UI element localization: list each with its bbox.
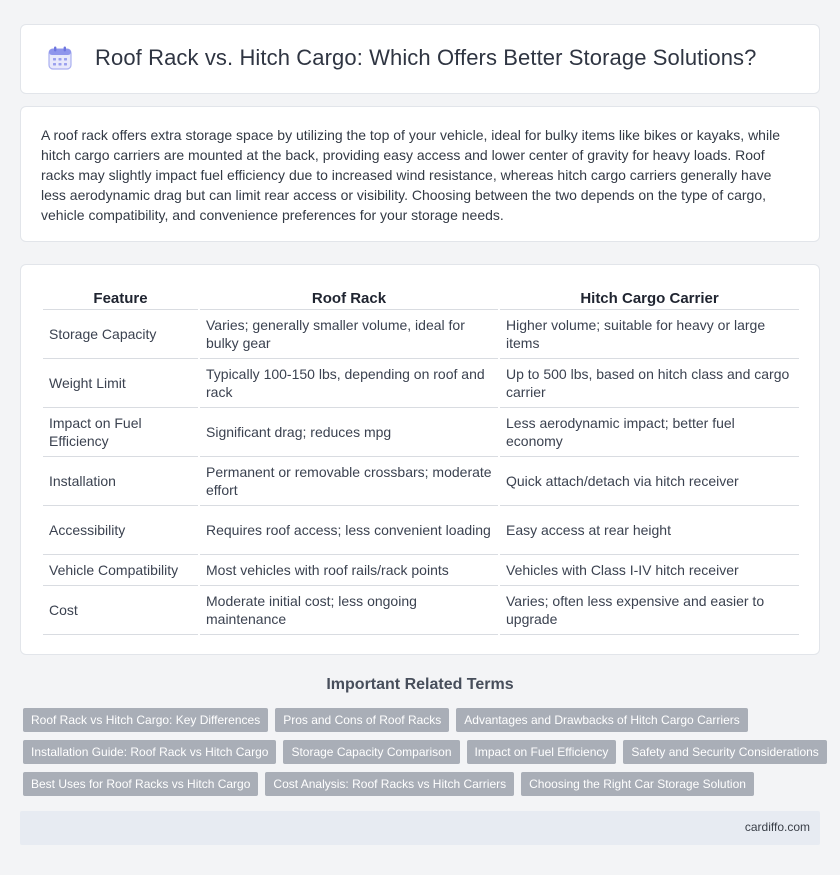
tag-row [23,772,823,796]
page-title: Roof Rack vs. Hitch Cargo: Which Offers Better Storage Solutions? [95,45,757,70]
table-cell: Higher volume; suitable for heavy or large items [500,310,799,359]
table-cell: Typically 100-150 lbs, depending on roof and rack [200,359,498,408]
table-cell: Varies; generally smaller volume, ideal for bulky gear [200,310,498,359]
column-header-feature: Feature [43,285,198,310]
related-terms-list [23,708,823,804]
table-cell: Permanent or removable crossbars; moderate effort [200,457,498,506]
header-card [20,24,820,94]
table-cell: Requires roof access; less convenient loading [200,506,498,555]
intro-card [20,106,820,242]
related-terms-heading: Important Related Terms [326,676,514,693]
table-cell: Installation [43,457,198,506]
table-row [43,359,799,408]
table-row [43,408,799,457]
related-term-link[interactable]: Pros and Cons of Roof Racks [275,708,449,732]
footer-site-link[interactable]: cardiffo.com [744,820,810,834]
related-term-link[interactable]: Safety and Security Considerations [623,740,826,764]
table-cell: Vehicles with Class I-IV hitch receiver [500,555,799,586]
related-term-link[interactable]: Roof Rack vs Hitch Cargo: Key Differences [23,708,268,732]
related-term-link[interactable]: Impact on Fuel Efficiency [467,740,617,764]
table-row [43,555,799,586]
column-header-roof-rack: Roof Rack [200,285,498,310]
table-cell: Quick attach/detach via hitch receiver [500,457,799,506]
table-cell: Vehicle Compatibility [43,555,198,586]
tag-row [23,740,823,764]
intro-paragraph: A roof rack offers extra storage space by utilizing the top of your vehicle, ideal for bulky items like bikes or kayaks, while hitch cargo carriers are mounted at the back, providing easy access and lower center of gravity for heavy loads. Roof racks may slightly impact fuel efficiency due to increased wind resistance, whereas hitch cargo carriers generally have less aerodynamic drag but can limit rear access or visibility. Choosing between the two depends on the type of cargo, vehicle compatibility, and convenience preferences for your storage needs. [41,127,780,223]
related-term-link[interactable]: Storage Capacity Comparison [283,740,459,764]
table-row [43,586,799,635]
table-cell: Storage Capacity [43,310,198,359]
table-row [43,457,799,506]
table-cell: Varies; often less expensive and easier to upgrade [500,586,799,635]
comparison-table-card [20,264,820,655]
table-cell: Easy access at rear height [500,506,799,555]
related-term-link[interactable]: Cost Analysis: Roof Racks vs Hitch Carriers [265,772,514,796]
table-cell: Up to 500 lbs, based on hitch class and cargo carrier [500,359,799,408]
footer [20,811,820,845]
table-row [43,310,799,359]
related-term-link[interactable]: Choosing the Right Car Storage Solution [521,772,754,796]
tag-row [23,708,823,732]
related-term-link[interactable]: Advantages and Drawbacks of Hitch Cargo Carriers [456,708,747,732]
table-header-row [43,285,799,310]
table-cell: Impact on Fuel Efficiency [43,408,198,457]
table-cell: Significant drag; reduces mpg [200,408,498,457]
table-cell: Weight Limit [43,359,198,408]
table-cell: Moderate initial cost; less ongoing maintenance [200,586,498,635]
related-term-link[interactable]: Best Uses for Roof Racks vs Hitch Cargo [23,772,258,796]
comparison-table [41,285,801,635]
table-row [43,506,799,555]
table-cell: Cost [43,586,198,635]
related-term-link[interactable]: Installation Guide: Roof Rack vs Hitch Cargo [23,740,276,764]
table-cell: Accessibility [43,506,198,555]
table-cell: Most vehicles with roof rails/rack points [200,555,498,586]
calendar-icon [47,45,73,71]
column-header-hitch-cargo: Hitch Cargo Carrier [500,285,799,310]
table-cell: Less aerodynamic impact; better fuel economy [500,408,799,457]
